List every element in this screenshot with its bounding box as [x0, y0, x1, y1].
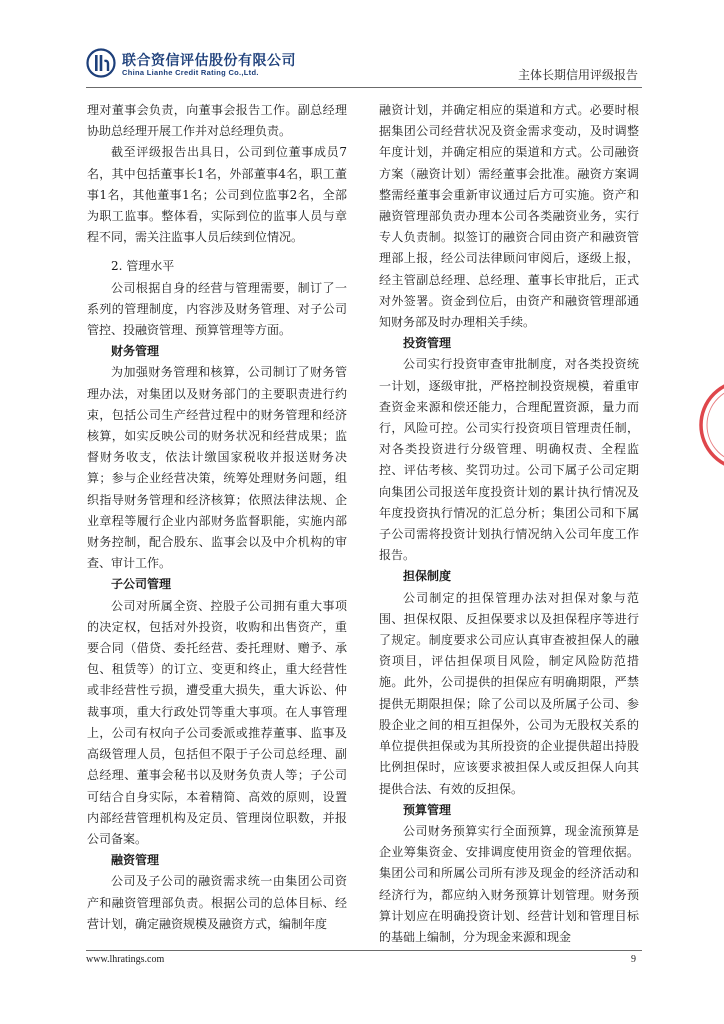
section-heading: 2. 管理水平	[111, 259, 175, 274]
subheading-subsidiary: 子公司管理	[111, 577, 172, 592]
paragraph: 公司对所属全资、控股子公司拥有重大事项的决定权，包括对外投资，收购和出售资产，重要合同（借贷、委托经营、委托理财、赠予、承包、租赁等）的订立、变更和终止，重大经营性或非经营性亏损，遭受重大损失，重大诉讼、仲裁事项，重大行政处罚等重大事项。在人事管理上，公司有权向子公司委派或推荐董事、监事及高级管理人员，包括但不限于子公司总经理、副总经理、董事会秘书以及财务负责人等；子公司可结合自身实际，本着精简、高效的原则，设置内部经营管理机构及定员、管理岗位职数，并报公司备案。	[87, 598, 347, 846]
right-column	[379, 100, 639, 948]
footer-divider	[86, 950, 642, 951]
paragraph: 融资计划，并确定相应的渠道和方式。必要时根据集团公司经营状况及资金需求变动，及时调整年度计划，并确定相应的渠道和方式。公司融资方案（融资计划）需经董事会批准。融资方案调整需经董事会重新审议通过后方可实施。资产和融资管理部负责办理本公司各类融资业务，实行专人负责制。拟签订的融资合同由资产和融资管理部上报，经公司法律顾问审阅后，逐级上报，经主管副总经理、总经理、董事长审批后，正式对外签署。资金到位后，由资产和融资管理部通知财务部及时办理相关手续。	[379, 103, 639, 330]
paragraph: 为加强财务管理和核算，公司制订了财务管理办法，对集团以及财务部门的主要职责进行约束，包括公司生产经营过程中的财务管理和经济核算，如实反映公司的财务状况和经营成果；监督财务收支，依法计缴国家税收并报送财务决算；参与企业经营决策，统筹处理财务问题，组织指导财务管理和经济核算；依照法律法规、企业章程等履行企业内部财务监督职能，实施内部财务控制，配合股东、监事会以及中介机构的审查、审计工作。	[87, 365, 347, 571]
subheading-financing: 融资管理	[111, 853, 160, 868]
footer-website-link[interactable]: www.lhratings.com	[86, 954, 165, 965]
subheading-finance: 财务管理	[111, 344, 160, 359]
paragraph: 公司及子公司的融资需求统一由集团公司资产和融资管理部负责。根据公司的总体目标、经营计划，确定融资规模及融资方式，编制年度	[87, 874, 347, 931]
company-logo-icon	[86, 48, 116, 78]
header-divider	[86, 87, 642, 88]
subheading-guarantee: 担保制度	[403, 569, 452, 584]
paragraph: 截至评级报告出具日，公司到位董事成员7名，其中包括董事长1名，外部董事4名，职工董事1名，其他董事1名；公司到位监事2名，全部为职工监事。整体看，实际到位的监事人员与章程不同，需关注监事人员后续到位情况。	[87, 145, 347, 245]
report-type: 主体长期信用评级报告	[517, 68, 638, 82]
paragraph: 公司财务预算实行全面预算，现金流预算是企业筹集资金、安排调度使用资金的管理依据。集团公司和所属公司所有涉及现金的经济活动和经济行为，都应纳入财务预算计划管理。财务预算计划应在明确投资计划、经营计划和管理目标的基础上编制，分为现金来源和现金	[379, 823, 639, 944]
company-name-en: China Lianhe Credit Rating Co.,Ltd.	[122, 68, 259, 77]
company-name-cn: 联合资信评估股份有限公司	[122, 53, 296, 69]
paragraph: 公司实行投资审查审批制度，对各类投资统一计划，逐级审批，严格控制投资规模，着重审查资金来源和偿还能力，合理配置资源，量力而行，风险可控。公司实行投资项目管理责任制，对各类投资进行分级管理、明确权责、全程监控、评估考核、奖罚功过。公司下属子公司定期向集团公司报送年度投资计划的累计执行情况及年度投资执行情况的汇总分析；集团公司和下属子公司需将投资计划执行情况纳入公司年度工作报告。	[379, 357, 639, 563]
paragraph: 公司根据自身的经营与管理需要，制订了一系列的管理制度，内容涉及财务管理、对子公司管控、投融资管理、预算管理等方面。	[87, 280, 347, 338]
page-number: 9	[631, 954, 636, 965]
red-seal-stamp-icon	[690, 370, 724, 480]
subheading-budget: 预算管理	[403, 802, 452, 817]
paragraph: 理对董事会负责，向董事会报告工作。副总经理协助总经理开展工作并对总经理负责。	[87, 103, 347, 139]
page-header	[0, 0, 724, 92]
subheading-investment: 投资管理	[403, 336, 452, 351]
paragraph: 公司制定的担保管理办法对担保对象与范围、担保权限、反担保要求以及担保程序等进行了规定。制度要求公司应认真审查被担保人的融资项目，评估担保项目风险，制定风险防范措施。此外，公司提供的担保应有明确期限，严禁提供无期限担保；除了公司以及所属子公司、参股企业之间的相互担保外，公司为无股权关系的单位提供担保或为其所投资的企业提供超出持股比例担保时，应该要求被担保人或反担保人向其提供合法、有效的反担保。	[379, 590, 639, 796]
left-column	[87, 100, 347, 935]
